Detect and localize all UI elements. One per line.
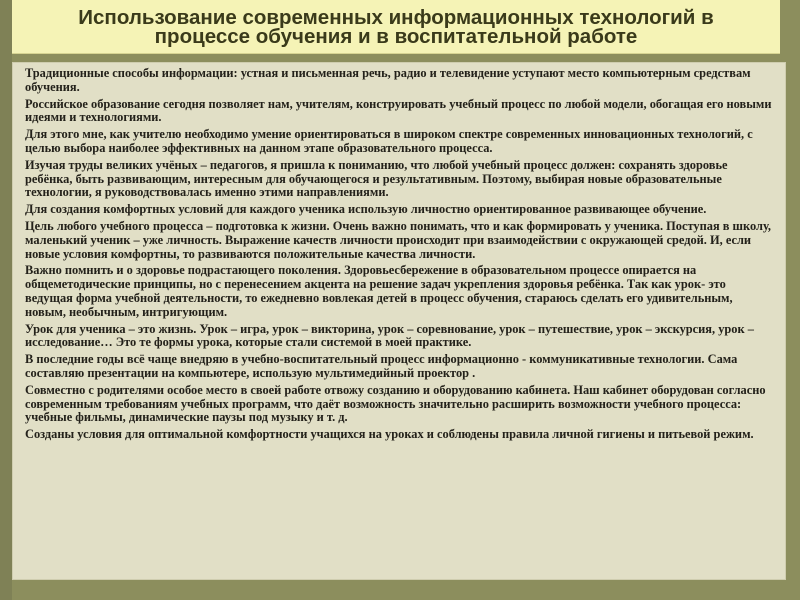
paragraph-3: Для этого мне, как учителю необходимо умение ориентироваться в широком спектре современных инновационных технологий, с целью выбора наиболее эффективных на данном этапе образовательного процесса. xyxy=(25,127,753,155)
paragraph-8: Урок для ученика – это жизнь. Урок – игра, урок – викторина, урок – соревнование, урок – путешествие, урок – экскурсия, урок – исследование… Это те формы урока, которые стали системой в моей практике. xyxy=(25,321,754,350)
paragraph-11: Созданы условия для оптимальной комфортности учащихся на уроках и соблюдены правила личной гигиены и питьевой режим. xyxy=(25,427,754,442)
paragraph-5: Для создания комфортных условий для каждого ученика использую личностно ориентированное развивающее обучение. xyxy=(25,202,707,217)
paragraph-6: Цель любого учебного процесса – подготовка к жизни. Очень важно понимать, что и как формировать у ученика. Поступая в школу, маленький ученик – уже личность. Выражение качеств личности происходит при взаимодействии с окружающей средой. И, если новые условия комфортны, то развиваются положительные качества личности. xyxy=(25,218,772,261)
slide-title-box xyxy=(12,0,780,54)
paragraph-10: Совместно с родителями особое место в своей работе отвожу созданию и оборудованию кабинета. Наш кабинет оборудован согласно современным требованиям учебных программ, что даёт возможность значительно расширить возможности учебного процесса: учебные фильмы, динамические паузы под музыку и т. д. xyxy=(25,382,766,425)
paragraph-4: Изучая труды великих учёных – педагогов, я пришла к пониманию, что любой учебный процесс должен: сохранять здоровье ребёнка, быть развивающим, интересным для обучающегося и результативным. Поэтому, выбирая новые образовательные технологии, я руководствовалась именно этими направлениями. xyxy=(25,157,728,200)
slide-body xyxy=(12,62,786,580)
paragraph-1: Традиционные способы информации: устная и письменная речь, радио и телевидение уступают место компьютерным средствам обучения. xyxy=(25,66,751,94)
paragraph-7: Важно помнить и о здоровье подрастающего поколения. Здоровьесбережение в образовательном процессе опирается на общеметодические принципы, но с перенесением акцента на решение задач укрепления здоровья ребёнка. Так как урок- это ведущая форма учебной деятельности, то ежедневно вовлекая детей в процесс обучения, стараюсь сделать его удивительным, новым, необычным, интригующим. xyxy=(25,263,733,319)
slide-left-strip xyxy=(0,0,12,600)
paragraph-9: В последние годы всё чаще внедряю в учебно-воспитательный процесс информационно - коммуникативные технологии. Сама составляю презентации на компьютере, использую мультимедийный проектор . xyxy=(25,352,738,380)
slide-title: Использование современных информационных технологий в процессе обучения и в воспитательной работе xyxy=(78,5,714,48)
paragraph-2: Российское образование сегодня позволяет нам, учителям, конструировать учебный процесс по любой модели, обогащая его новыми идеями и технологиями. xyxy=(25,96,772,125)
